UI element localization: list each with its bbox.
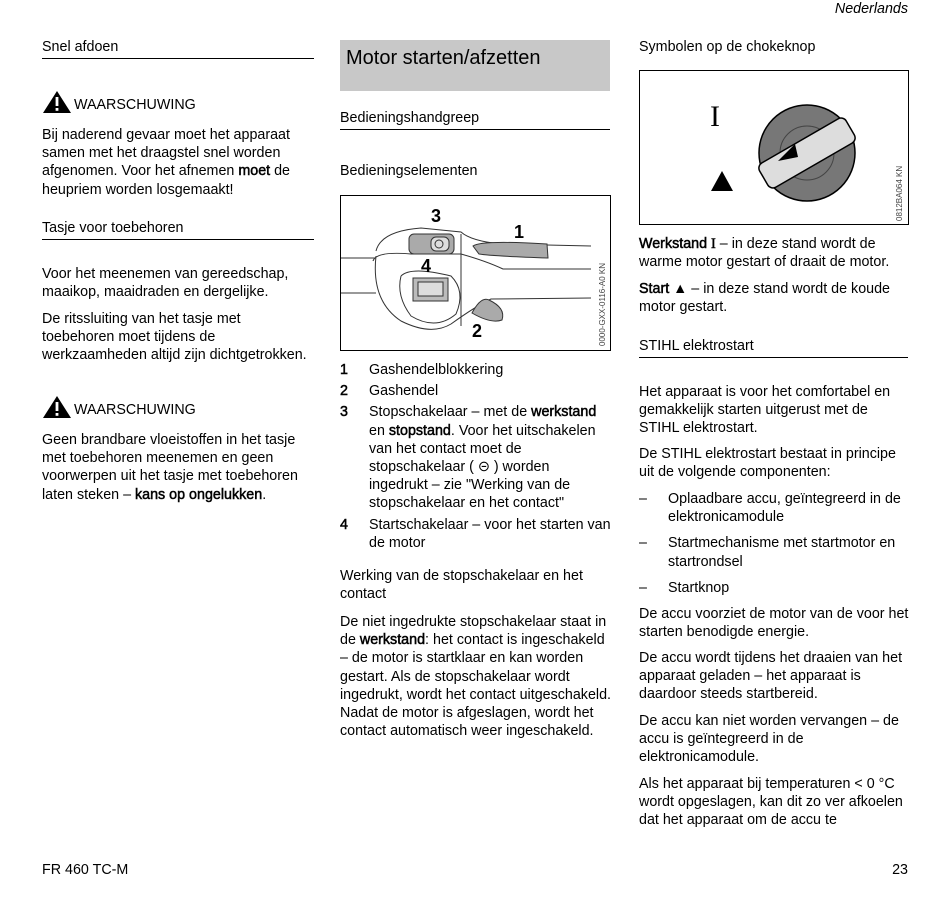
warning-text: WAARSCHUWING — [74, 96, 196, 113]
warning-paragraph-1: Bij naderend gevaar moet het apparaat samen met het draagstel snel worden afgenomen. Voor het afnemen moet de heupriem worden losgemaakt! — [42, 127, 290, 198]
heading-tasje: Tasje voor toebehoren — [42, 219, 314, 240]
section-title: Motor starten/afzetten — [346, 47, 541, 69]
language-header: Nederlands — [834, 1, 908, 17]
werking-paragraph: De niet ingedrukte stopschakelaar staat in de werkstand: het contact is ingeschakeld – de motor is startklaar en kan worden gestart. Als de stopschakelaar wordt ingedrukt, wordt het contact uitgeschakeld. Nadat de motor is afgeslagen, wordt het contact automatisch weer ingeschakeld. — [340, 614, 612, 740]
heading-snel-afdoen: Snel afdoen — [42, 38, 314, 59]
warning-label-2 — [42, 395, 314, 419]
list-item: – Oplaadbare accu, geïntegreerd in de elektronicamodule — [639, 491, 901, 526]
warning-label-1 — [42, 90, 314, 114]
list-item: – Startknop — [639, 579, 730, 596]
list-item: 4 Startschakelaar – voor het starten van de motor — [340, 516, 611, 551]
label-1: 1 — [514, 222, 525, 242]
werkstand-paragraph: Werkstand I – in deze stand wordt de warme motor gestart of draait de motor. — [639, 236, 890, 271]
warning-paragraph-2: Geen brandbare vloeistoffen in het tasje met toebehoren meenemen en geen voorwerpen uit het tasje met toebehoren laten steken – kans op ongelukken. — [42, 432, 298, 503]
paragraph: De accu voorziet de motor van de voor het starten benodigde energie. — [639, 606, 909, 641]
heading-bedieningselementen: Bedieningselementen — [340, 163, 478, 179]
paragraph: Het apparaat is voor het comfortabel en gemakkelijk starten uitgerust met de STIHL elektrostart. — [639, 384, 891, 437]
label-3: 3 — [431, 206, 442, 226]
list-item: 3 Stopschakelaar – met de werkstand en stopstand. Voor het uitschakelen van het contact moet de stopschakelaar ( ⊝ ) worden ingedrukt – zie "Werking van de stopschakelaar en het contact" — [340, 404, 597, 512]
label-4: 4 — [421, 256, 432, 276]
start-paragraph: Start ▲ – in deze stand wordt de koude motor gestart. — [639, 281, 891, 316]
list-item: – Startmechanisme met startmotor en startrondsel — [639, 535, 896, 570]
warning-text: WAARSCHUWING — [74, 401, 196, 418]
choke-knob-figure — [639, 70, 909, 225]
heading-werking: Werking van de stopschakelaar en het contact — [340, 568, 583, 603]
choke-knob-illustration — [640, 71, 907, 223]
controls-list — [340, 361, 612, 552]
label-2: 2 — [472, 321, 483, 341]
list-item: 2 Gashendel — [340, 383, 439, 400]
control-handle-illustration — [341, 196, 609, 349]
control-handle-figure — [340, 195, 611, 351]
list-item: 1 Gashendelblokkering — [340, 362, 504, 378]
paragraph: Als het apparaat bij temperaturen < 0 °C wordt opgeslagen, kan dit zo ver afkoelen dat het apparaat om de accu te — [639, 776, 903, 829]
paragraph: De STIHL elektrostart bestaat in principe uit de volgende componenten: — [639, 446, 896, 481]
components-list — [639, 490, 911, 597]
heading-elektrostart: STIHL elektrostart — [639, 337, 908, 358]
cold-triangle-icon — [711, 171, 733, 191]
heading-choke-symbols: Symbolen op de chokeknop — [639, 39, 816, 55]
footer-model: FR 460 TC-M — [42, 862, 129, 878]
paragraph: De ritssluiting van het tasje met toebehoren moet tijdens de werkzaamheden altijd zijn dichtgetrokken. — [42, 311, 307, 364]
warning-icon — [42, 395, 72, 419]
page-number: 23 — [892, 862, 908, 878]
figure-code: 0812BA064 KN — [895, 165, 904, 221]
paragraph: De accu kan niet worden vervangen – de accu is geïntegreerd in de elektronicamodule. — [639, 713, 899, 766]
section-title-box — [340, 40, 610, 91]
heading-bedieningshandgreep: Bedieningshandgreep — [340, 109, 610, 130]
paragraph: De accu wordt tijdens het draaien van het apparaat geladen – het apparaat is daardoor steeds startbereid. — [639, 650, 903, 703]
warm-symbol: I — [710, 100, 720, 133]
figure-code: 0000-GXX-0116-A0 KN — [598, 262, 607, 346]
paragraph: Voor het meenemen van gereedschap, maaikop, maaidraden en dergelijke. — [42, 266, 289, 301]
warning-icon — [42, 90, 72, 114]
